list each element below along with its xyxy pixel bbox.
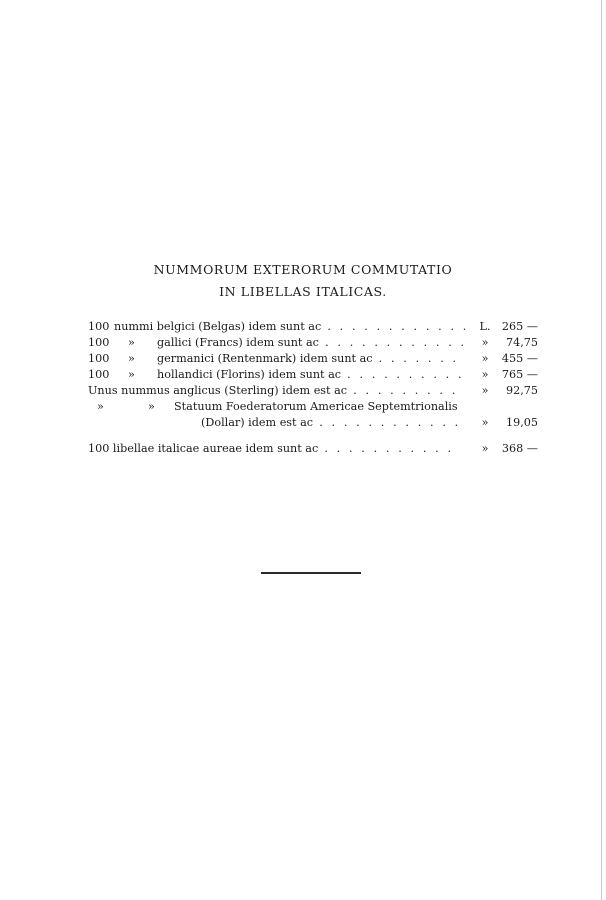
ditto-mark: » xyxy=(128,352,135,365)
table-row xyxy=(88,319,538,335)
title-line-2: IN LIBELLAS ITALICAS. xyxy=(219,284,387,299)
table-row xyxy=(88,335,538,351)
currency-mark: » xyxy=(481,336,489,349)
leader-dots: . . . . . . . . . xyxy=(347,384,458,397)
ditto-mark: » xyxy=(97,400,104,413)
row-number: 100 xyxy=(88,352,110,365)
separator-rule xyxy=(261,572,361,574)
table-row xyxy=(88,399,538,415)
row-value: 74,75 xyxy=(505,336,538,349)
leader-dots: . . . . . . . . . . . . xyxy=(321,320,469,333)
row-value: 19,05 xyxy=(505,416,538,429)
currency-mark: » xyxy=(481,384,489,397)
row-value: 455 — xyxy=(501,352,538,365)
row-text: hollandici (Florins) idem sunt ac xyxy=(157,368,342,381)
page-edge-line xyxy=(601,0,602,900)
row-gap xyxy=(88,431,538,441)
row-number: 100 xyxy=(88,320,110,333)
row-text: Statuum Foederatorum Americae Septemtrionalis xyxy=(174,400,458,413)
row-value: 765 — xyxy=(501,368,538,381)
currency-mark: » xyxy=(481,368,489,381)
leader-dots: . . . . . . . . . . xyxy=(341,368,465,381)
row-text: gallici (Francs) idem sunt ac xyxy=(157,336,319,349)
row-text: nummi belgici (Belgas) idem sunt ac xyxy=(114,320,322,333)
table-row xyxy=(88,383,538,399)
row-text: Unus nummus anglicus (Sterling) idem est ac xyxy=(88,384,348,397)
leader-dots: . . . . . . . . . . . . xyxy=(318,336,467,349)
row-text: germanici (Rentenmark) idem sunt ac xyxy=(157,352,373,365)
row-text: (Dollar) idem est ac xyxy=(201,416,314,429)
title-line-1: NUMMORUM EXTERORUM COMMUTATIO xyxy=(153,262,453,277)
row-number: 100 xyxy=(88,368,110,381)
currency-mark: » xyxy=(481,352,489,365)
table-row xyxy=(88,415,538,431)
table-row xyxy=(88,441,538,457)
row-value: 92,75 xyxy=(505,384,538,397)
row-number: 100 xyxy=(88,336,110,349)
ditto-mark: » xyxy=(128,336,135,349)
currency-mark: L. xyxy=(479,320,491,333)
currency-mark: » xyxy=(481,442,489,455)
ditto-mark: » xyxy=(128,368,135,381)
exchange-table xyxy=(88,319,538,457)
ditto-mark: » xyxy=(148,400,155,413)
currency-mark: » xyxy=(481,416,489,429)
row-value: 265 — xyxy=(501,320,538,333)
leader-dots: . . . . . . . . . . . . xyxy=(313,416,461,429)
leader-dots: . . . . . . . xyxy=(372,352,459,365)
row-value: 368 — xyxy=(501,442,538,455)
table-row xyxy=(88,367,538,383)
row-text: 100 libellae italicae aureae idem sunt ac xyxy=(88,442,319,455)
leader-dots: . . . . . . . . . . . xyxy=(318,442,454,455)
table-row xyxy=(88,351,538,367)
